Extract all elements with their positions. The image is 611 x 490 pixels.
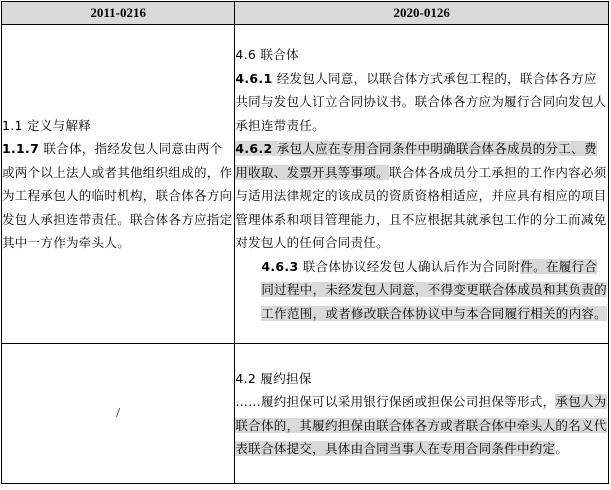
- right-guarantee-cell: [235, 344, 609, 484]
- left-clause-cell: [2, 25, 235, 344]
- guarantee-highlight-text: 承包人为联合体的，其履约担保由联合体各方或者联合体中牵头人的名义代表联合体提交，具体由合同当事人在专用合同条件中约定: [235, 394, 607, 456]
- left-clause-number: 1.1.7: [2, 141, 40, 156]
- guarantee-text-end: 。: [555, 441, 569, 456]
- left-section-heading: 1.1 定义与解释: [2, 117, 92, 133]
- clause-4-6-1: [235, 67, 608, 138]
- clause-text: 联合体协议经发包人确认后作为合同附: [302, 258, 521, 274]
- clause-4-6-2: [235, 137, 608, 255]
- clause-4-6-3: [235, 255, 608, 326]
- guarantee-paragraph: [235, 390, 608, 461]
- left-clause-text: 联合体，指经发包人同意由两个或两个以上法人或者其他组织组成的，作为工程承包人的临时机构，联合体各方向发包人承担连带责任。联合体各方应指定其中一方作为牵头人。: [2, 141, 233, 250]
- left-clause: [2, 137, 234, 255]
- clause-number: 4.6.1: [235, 70, 273, 86]
- comparison-table: [1, 1, 609, 484]
- right-section-heading: 4.6 联合体: [235, 47, 299, 62]
- clause-text: 经发包人同意，以联合体方式承包工程的，联合体各方应共同与发包人订立合同协议书。联合体各方应为履行合同向发包人承担连带责任。: [235, 70, 607, 133]
- clause-number: 4.6.3: [261, 258, 299, 274]
- clause-text: 联合体各成员分工承担的工作内容必须与适用法律规定的该成员的资质资格相适应，并应具有相应的项目管理体系和项目管理能力，且不应根据其就承包工作的分工而减免对发包人的任何合同责任。: [235, 164, 607, 250]
- clause-highlight-text: 承包人应在专用合同条件中明确联合体各成员的分工、费用收取、发票开具等事项。: [235, 141, 597, 180]
- header-left: 2011-0216: [2, 2, 235, 25]
- guarantee-text: ……履约担保可以采用银行保函或担保公司担保等形式，: [235, 394, 556, 409]
- right-section-heading: 4.2 履约担保: [235, 370, 312, 386]
- right-clause-cell: [235, 25, 609, 344]
- table-row: [2, 25, 609, 344]
- header-row: [2, 2, 609, 25]
- clause-highlight-text: 件。在履行合同过程中，未经发包人同意，不得变更联合体成员和其负责的工作范围，或者修改联合体协议中与本合同履行相关的内容。: [261, 258, 607, 321]
- header-right: 2020-0126: [235, 2, 609, 25]
- table-row: [2, 344, 609, 484]
- empty-placeholder: /: [2, 344, 235, 484]
- clause-number: 4.6.2: [235, 141, 273, 156]
